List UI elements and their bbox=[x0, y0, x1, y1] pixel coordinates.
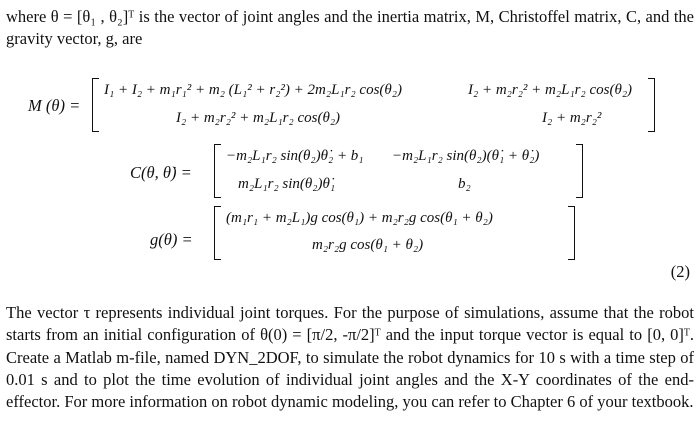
christoffel-c22: b₂ bbox=[458, 176, 471, 192]
inertia-m11: I₁ + I₂ + m₁r₁² + m₂ (L₁² + r₂²) + 2m₂L₁r₂ cos(θ₂) bbox=[104, 82, 402, 98]
christoffel-c21: m₂L₁r₂ sin(θ₂)θ̇₁ bbox=[238, 176, 336, 192]
gravity-vector-label: g(θ) = bbox=[150, 230, 193, 249]
gravity-right-bracket bbox=[568, 206, 575, 260]
problem-paragraph: The vector τ represents individual joint torques. For the purpose of simulations, assume that the robot starts from an initial configuration of θ(0) = [π/2, -π/2]ᵀ and the input torque vector is equal to [0, 0]ᵀ. Create a Matlab m-file, named DYN_2DOF, to simulate the robot dynamics for 10 s with a time step of 0.01 s and to plot the time evolution of individual joint angles and the X-Y coordinates of the end-effector. For more information on robot dynamic modeling, you can refer to Chapter 6 of your textbook. bbox=[6, 303, 694, 412]
christoffel-right-bracket bbox=[576, 144, 583, 198]
inertia-m12: I₂ + m₂r₂² + m₂L₁r₂ cos(θ₂) bbox=[468, 82, 633, 98]
christoffel-c11: −m₂L₁r₂ sin(θ₂)θ̇₂ + b₁ bbox=[226, 148, 364, 164]
inertia-matrix-label: M (θ) = bbox=[28, 96, 81, 115]
christoffel-c12: −m₂L₁r₂ sin(θ₂)(θ̇₁ + θ̇₂) bbox=[392, 148, 540, 164]
inertia-left-bracket bbox=[92, 78, 99, 132]
inertia-m22: I₂ + m₂r₂² bbox=[542, 110, 602, 126]
christoffel-left-bracket bbox=[214, 144, 221, 198]
inertia-m21: I₂ + m₂r₂² + m₂L₁r₂ cos(θ₂) bbox=[176, 110, 341, 126]
christoffel-matrix-label: C(θ, θ̇) = bbox=[130, 163, 192, 182]
gravity-g1: (m₁r₁ + m₂L₁)g cos(θ₁) + m₂r₂g cos(θ₁ + θ₂) bbox=[226, 210, 493, 226]
equation-number: (2) bbox=[670, 262, 690, 281]
equation-block bbox=[0, 60, 700, 300]
gravity-left-bracket bbox=[214, 206, 221, 260]
inertia-right-bracket bbox=[648, 78, 655, 132]
intro-paragraph: where θ = [θ₁ , θ₂]ᵀ is the vector of joint angles and the inertia matrix, M, Christoffel matrix, C, and the gravity vector, g, are bbox=[6, 7, 694, 48]
gravity-g2: m₂r₂g cos(θ₁ + θ₂) bbox=[312, 237, 424, 253]
